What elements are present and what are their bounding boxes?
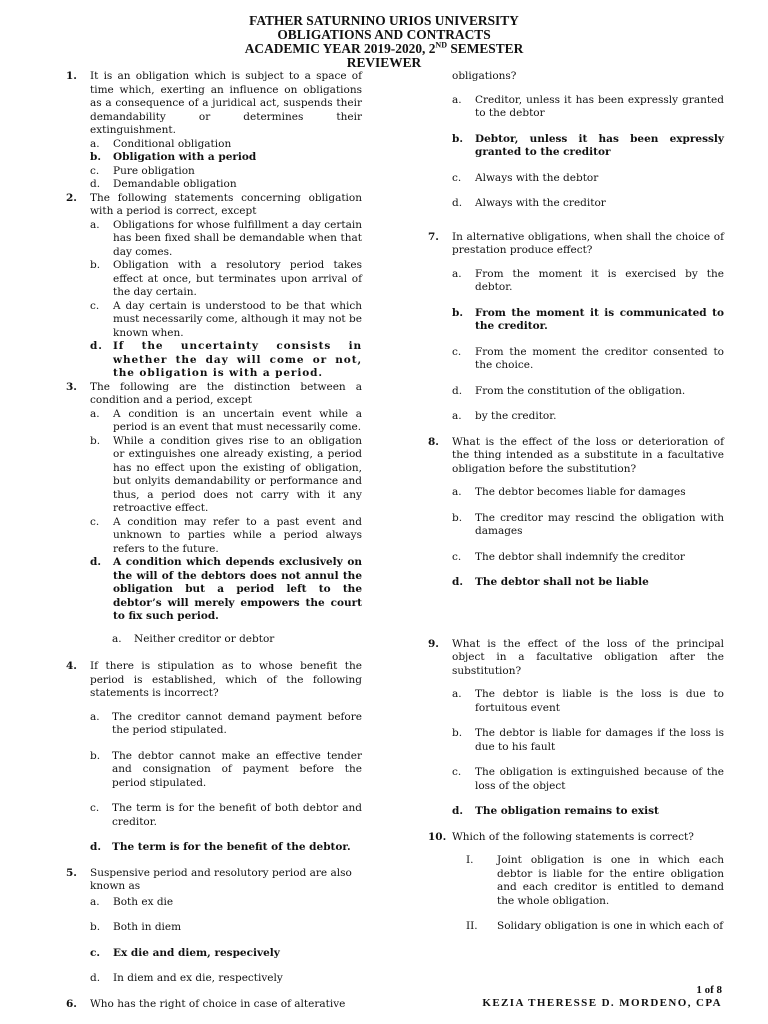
subject-title: OBLIGATIONS AND CONTRACTS (277, 27, 491, 42)
question-number: 9. (428, 637, 439, 650)
question-text: Who has the right of choice in case of alterative (90, 997, 346, 1010)
question-number: 7. (428, 230, 439, 243)
option: a. by the creditor. (452, 410, 557, 422)
page-footer (482, 984, 722, 1010)
question-text: The following statements concerning obligation with a period is correct, except (90, 191, 362, 217)
question-3 (66, 381, 362, 647)
option: c. Always with the debtor (452, 171, 599, 184)
option-answer: d. The debtor shall not be liable (452, 576, 649, 588)
right-column (428, 70, 724, 946)
option: b. The debtor is liable for damages if the loss is due to his fault (452, 727, 724, 753)
option: c. A day certain is understood to be that which must necessarily come, although it may not be known when. (90, 299, 362, 339)
option: a. Creditor, unless it has been expressly granted to the debtor (452, 93, 724, 119)
option: c. The debtor shall indemnify the creditor (452, 550, 685, 563)
question-1 (66, 70, 362, 192)
question-number: 8. (428, 435, 439, 448)
option-answer: b. Debtor, unless it has been expressly granted to the creditor (452, 132, 724, 158)
option: c. Pure obligation (90, 164, 195, 177)
question-7 (428, 231, 724, 424)
option: a. Conditional obligation (90, 137, 232, 150)
option-answer: d. The obligation remains to exist (452, 805, 659, 817)
question-8 (428, 436, 724, 590)
question-text: In alternative obligations, when shall the choice of prestation produce effect? (452, 230, 724, 256)
author-name: KEZIA THERESSE D. MORDENO, CPA (482, 997, 722, 1009)
statement: I. Joint obligation is one in which each debtor is liable for the entire obligation and each creditor is entitled to demand the whole obligation. (466, 854, 724, 907)
statement: II. Solidary obligation is one in which each of (466, 920, 724, 932)
option: b. The debtor cannot make an effective tender and consignation of payment before the period stipulated. (90, 749, 362, 789)
option: a. Obligations for whose fulfillment a day certain has been fixed shall be demandable when that day comes. (90, 218, 362, 258)
option-answer: d. A condition which depends exclusively on the will of the debtors does not annul the obligation but a period left to the debtor’s will merely empowers the court to fix such period. (90, 556, 362, 622)
question-9 (428, 638, 724, 819)
question-10 (428, 831, 724, 934)
question-number: 5. (66, 866, 77, 879)
question-6-continued (428, 70, 724, 211)
question-text: The following are the distinction between a condition and a period, except (90, 380, 362, 406)
option: b. While a condition gives rise to an obligation or extinguishes one already existing, a period has no effect upon the existing of obligation, but onlyits demandability or performance and thus, a period does not carry with it any retroactive effect. (90, 434, 362, 514)
option-answer: c. Ex die and diem, respecively (90, 946, 280, 959)
option: c. The obligation is extinguished because of the loss of the object (452, 766, 724, 792)
option: b. Obligation with a resolutory period takes effect at once, but terminates upon arrival of the day certain. (90, 259, 362, 298)
question-text: What is the effect of the loss or deterioration of the thing intended as a substitute in a facultative obligation before the substitution? (452, 435, 724, 475)
question-text-continued: obligations? (452, 70, 517, 82)
option: d. From the constitution of the obligation. (452, 384, 686, 397)
question-number: 2. (66, 191, 77, 204)
question-text: It is an obligation which is subject to a space of time which, exerting an influence on obligations as a consequence of a juridical act, suspends their demandability or determines their extinguishment. (90, 70, 362, 136)
option: c. The term is for the benefit of both debtor and creditor. (90, 802, 362, 828)
option-answer: d. If the uncertainty consists in whether the day will come or not, the obligation is with a period. (90, 340, 362, 379)
option: b. The creditor may rescind the obligation with damages (452, 511, 724, 537)
document-header (0, 14, 768, 70)
question-text: Which of the following statements is correct? (452, 830, 694, 843)
question-6 (66, 998, 362, 1012)
question-number: 4. (66, 660, 77, 672)
page-number: 1 of 8 (696, 984, 722, 996)
option-answer: b. From the moment it is communicated to the creditor. (452, 306, 724, 332)
option: c. A condition may refer to a past event and unknown to parties while a period always refers to the future. (90, 515, 362, 555)
option: a. Both ex die (90, 895, 174, 908)
option: d. Always with the creditor (452, 197, 606, 209)
option: d. In diem and ex die, respectively (90, 972, 283, 984)
stray-option: a. Neither creditor or debtor (112, 632, 275, 645)
question-5 (66, 867, 362, 986)
option: a. From the moment it is exercised by the debtor. (452, 267, 724, 293)
question-number: 1. (66, 70, 77, 82)
option: c. From the moment the creditor consented to the choice. (452, 345, 724, 371)
question-text: What is the effect of the loss of the principal object in a facultative obligation after the substitution? (452, 637, 724, 677)
question-4 (66, 660, 362, 855)
option-answer: d. The term is for the benefit of the debtor. (90, 841, 351, 853)
question-number: 3. (66, 380, 77, 393)
question-text: If there is stipulation as to whose benefit the period is established, which of the following statements is incorrect? (90, 660, 362, 699)
left-column (66, 70, 362, 1011)
option: a. A condition is an uncertain event while a period is an event that must necessarily come. (90, 407, 362, 433)
question-number: 10. (428, 830, 447, 843)
academic-year: ACADEMIC YEAR 2019-2020, 2ND SEMESTER (244, 40, 524, 56)
option-answer: b. Obligation with a period (90, 151, 257, 163)
option: a. The debtor becomes liable for damages (452, 486, 686, 498)
question-2 (66, 192, 362, 381)
question-number: 6. (66, 997, 77, 1010)
option: a. The creditor cannot demand payment before the period stipulated. (90, 710, 362, 736)
option: b. Both in diem (90, 921, 182, 933)
document-type: REVIEWER (346, 55, 422, 70)
question-text: Suspensive period and resolutory period are also known as (90, 866, 352, 892)
option: a. The debtor is liable is the loss is due to fortuitous event (452, 688, 724, 714)
university-name: FATHER SATURNINO URIOS UNIVERSITY (249, 13, 519, 28)
option: d. Demandable obligation (90, 178, 237, 190)
